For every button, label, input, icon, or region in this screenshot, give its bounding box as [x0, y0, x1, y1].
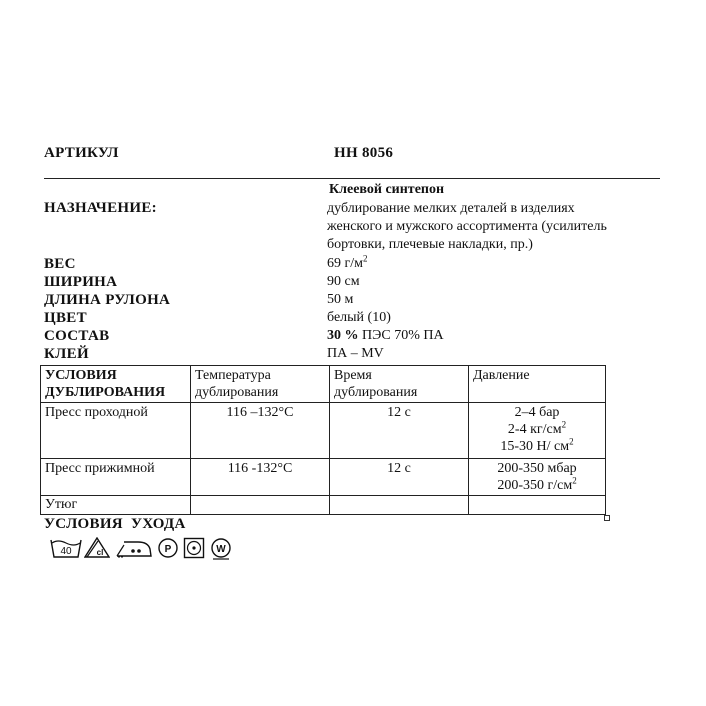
wetclean-mark: W: [216, 544, 226, 555]
header-temperature-line-2: дублирования: [195, 385, 279, 400]
glue-value: ПА – MV: [327, 346, 384, 361]
pressure-value: 200-350 мбар: [497, 461, 577, 476]
row-iron-name: Утюг: [41, 496, 191, 515]
chlorine-bleach-icon: [84, 537, 110, 559]
pressure-value: 15-30 Н/ $см^2$: [500, 436, 574, 454]
row-iron-time: [330, 496, 469, 515]
row-pass-press-temperature: 116 –132°С: [191, 403, 330, 459]
wet-clean-w-icon: [209, 537, 233, 561]
table-resize-handle[interactable]: [604, 515, 610, 521]
color-value: белый (10): [327, 310, 391, 325]
header-time-line-2: дублирования: [334, 385, 418, 400]
article-label: АРТИКУЛ: [44, 145, 119, 161]
header-temperature: [191, 366, 330, 403]
row-pass-press-pressure: [469, 403, 606, 459]
roll-length-label: ДЛИНА РУЛОНА: [44, 292, 171, 308]
fusing-conditions-table: [40, 365, 606, 515]
table-header-row: [41, 366, 606, 403]
purpose-line-2: женского и мужского ассортимента (усилитель: [327, 219, 607, 234]
header-pressure: [469, 366, 606, 403]
glue-label: КЛЕЙ: [44, 346, 89, 362]
header-conditions-line-2: ДУБЛИРОВАНИЯ: [45, 385, 166, 400]
composition-label: СОСТАВ: [44, 328, 110, 344]
weight-label: ВЕС: [44, 256, 76, 272]
wash-40-icon: [50, 537, 82, 559]
purpose-label: НАЗНАЧЕНИЕ:: [44, 200, 157, 216]
dryclean-mark: P: [164, 544, 172, 555]
header-pressure-line-1: Давление: [473, 368, 530, 383]
row-iron-temperature: [191, 496, 330, 515]
table-row: [41, 459, 606, 496]
header-conditions: [41, 366, 191, 403]
header-conditions-line-1: УСЛОВИЯ: [45, 368, 117, 383]
weight-value: 69 $г/м^2$: [327, 253, 368, 271]
purpose-line-3: бортовки, плечевые накладки, пр.): [327, 237, 533, 252]
width-label: ШИРИНА: [44, 274, 118, 290]
bleach-mark: cl: [96, 548, 104, 557]
header-time-line-1: Время: [334, 368, 372, 383]
wash-temp: 40: [60, 546, 72, 557]
care-label: УСЛОВИЯ УХОДА: [44, 516, 186, 532]
header-divider: [44, 178, 660, 179]
row-clamp-press-name: Пресс прижимной: [41, 459, 191, 496]
header-temperature-line-1: Температура: [195, 368, 271, 383]
color-label: ЦВЕТ: [44, 310, 87, 326]
row-clamp-press-time: 12 с: [330, 459, 469, 496]
pressure-value: 200-350 $г/см^2$: [497, 475, 577, 493]
purpose-line-1: дублирование мелких деталей в изделиях: [327, 201, 575, 216]
pressure-value: 2-4 $кг/см^2$: [507, 419, 567, 437]
row-clamp-press-pressure: [469, 459, 606, 496]
header-time: [330, 366, 469, 403]
width-value: 90 см: [327, 274, 360, 289]
composition-value: 30 % ПЭС 70% ПА: [327, 328, 444, 343]
article-value: НН 8056: [334, 145, 394, 161]
table-row: [41, 403, 606, 459]
row-clamp-press-temperature: 116 -132°С: [191, 459, 330, 496]
row-iron-pressure: [469, 496, 606, 515]
row-pass-press-name: Пресс проходной: [41, 403, 191, 459]
row-pass-press-time: 12 с: [330, 403, 469, 459]
roll-length-value: 50 м: [327, 292, 354, 307]
dry-clean-p-icon: [157, 537, 179, 559]
table-row: [41, 496, 606, 515]
pressure-value: 2–4 бар: [514, 405, 560, 420]
product-name: Клеевой синтепон: [329, 182, 445, 197]
iron-2-dots-icon: [114, 537, 154, 559]
tumble-dry-icon: [183, 537, 205, 559]
